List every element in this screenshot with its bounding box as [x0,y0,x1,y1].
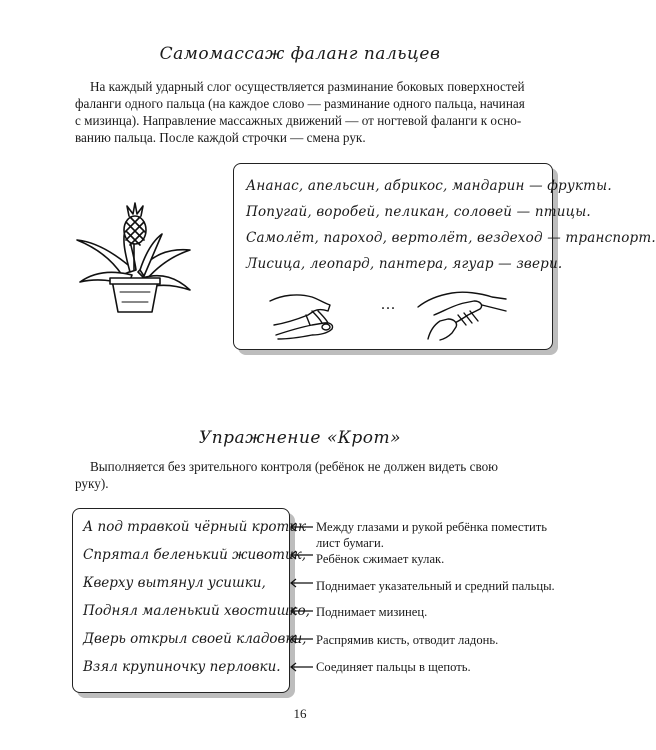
poem-card [72,508,310,693]
poem-line: Дверь открыл своей кладовки, [83,631,307,647]
note-2: Ребёнок сжимает кулак. [316,552,445,566]
note-3: Поднимает указательный и средний пальцы. [316,579,555,593]
paragraph-line: На каждый ударный слог осуществляется разминание боковых поверхностей [90,79,525,94]
rhyme-line: Самолёт, пароход, вертолёт, вездеход — транспорт. [246,230,656,246]
rhyme-line: Лисица, леопард, пантера, ягуар — звери. [246,256,563,272]
rhyme-line: Попугай, воробей, пеликан, соловей — птицы. [246,204,591,220]
paragraph-line: ванию пальца. После каждой строчки — смена рук. [75,130,366,145]
poem-line: Спрятал беленький животик, [83,547,307,563]
paragraph-line: руку). [75,476,109,491]
mole-exercise-instructions [75,458,535,492]
ellipsis-text: ... [381,296,396,313]
note-line: Между глазами и рукой ребёнка поместить [316,520,548,534]
poem-line: А под травкой чёрный кротик [83,519,307,535]
note-line: лист бумаги. [316,536,384,550]
note-6: Соединяет пальцы в щепоть. [316,660,471,674]
section-title-finger-massage: Самомассаж фаланг пальцев [159,44,441,64]
finger-massage-instructions [75,78,535,146]
paragraph-line: с мизинца). Направление массажных движений — от ногтевой фаланги к осно- [75,113,522,128]
note-1 [316,519,547,551]
poem-line: Поднял маленький хвостишко, [83,603,310,619]
paragraph-line: фаланги одного пальца (на каждое слово — разминание одного пальца, начиная [75,96,525,111]
note-5: Распрямив кисть, отводит ладонь. [316,633,499,647]
pineapple-plant-illustration [72,200,197,315]
section-title-mole-exercise: Упражнение «Крот» [198,428,402,448]
note-4: Поднимает мизинец. [316,605,428,619]
paragraph-line: Выполняется без зрительного контроля (ребёнок не должен видеть свою [90,459,499,474]
poem-arrows [287,508,315,691]
poem-line: Кверху вытянул усишки, [83,575,266,591]
rhyme-line: Ананас, апельсин, абрикос, мандарин — фрукты. [246,178,612,194]
poem-line: Взял крупиночку перловки. [83,659,281,675]
page-number: 16 [293,706,307,721]
